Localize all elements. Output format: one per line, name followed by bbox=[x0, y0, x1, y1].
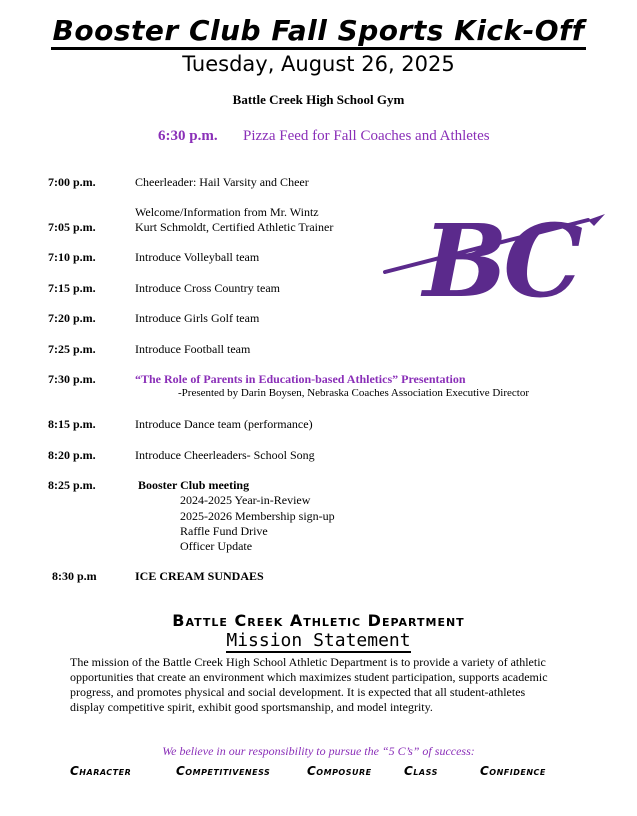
schedule-time: 7:10 p.m. bbox=[48, 250, 96, 264]
pizza-desc: Pizza Feed for Fall Coaches and Athletes bbox=[243, 128, 490, 144]
logo-arrow-head bbox=[588, 214, 605, 226]
schedule-time: 7:15 p.m. bbox=[48, 281, 96, 295]
department-name: Battle Creek Athletic Department bbox=[172, 611, 465, 630]
c-class: Class bbox=[404, 764, 438, 778]
meeting-item: 2024-2025 Year-in-Review bbox=[180, 493, 311, 507]
event-venue: Battle Creek High School Gym bbox=[232, 92, 405, 107]
schedule-event: Kurt Schmoldt, Certified Athletic Trainer bbox=[135, 220, 334, 234]
c-character: Character bbox=[70, 764, 132, 778]
meeting-item: 2025-2026 Membership sign-up bbox=[180, 509, 335, 523]
bc-logo bbox=[383, 196, 613, 314]
schedule-time: 7:20 p.m. bbox=[48, 311, 96, 325]
c-composure: Composure bbox=[307, 764, 372, 778]
schedule-event: Introduce Cross Country team bbox=[135, 281, 280, 295]
mission-statement: The mission of the Battle Creek High School Athletic Department is to provide a variety of athletic opportunities that create an environment which maximizes student participation, supports academic progress, and promotes physical and social development. It is expected that all student-athletes display competitive spirit, exhibit good sportsmanship, and model integrity. bbox=[70, 655, 548, 714]
presenter-line: -Presented by Darin Boysen, Nebraska Coaches Association Executive Director bbox=[178, 387, 529, 399]
schedule-event: Booster Club meeting bbox=[138, 478, 250, 492]
schedule-time: 7:00 p.m. bbox=[48, 175, 96, 189]
schedule-event: Welcome/Information from Mr. Wintz bbox=[135, 205, 319, 219]
schedule-event: Introduce Cheerleaders- School Song bbox=[135, 448, 315, 462]
belief-line: We believe in our responsibility to pursue the “5 C’s” of success: bbox=[162, 744, 475, 758]
schedule-time: 7:25 p.m. bbox=[48, 342, 96, 356]
c-competitiveness: Competitiveness bbox=[176, 764, 271, 778]
logo-text: BC bbox=[423, 202, 577, 314]
schedule-event: Introduce Volleyball team bbox=[135, 250, 260, 264]
schedule-event: ICE CREAM SUNDAES bbox=[135, 569, 264, 583]
schedule-time: 7:05 p.m. bbox=[48, 220, 96, 234]
schedule-time: 8:30 p.m bbox=[52, 569, 97, 583]
schedule-time: 8:20 p.m. bbox=[48, 448, 96, 462]
meeting-item: Raffle Fund Drive bbox=[180, 524, 268, 538]
schedule-event: Introduce Dance team (performance) bbox=[135, 417, 313, 431]
schedule-time: 8:15 p.m. bbox=[48, 417, 96, 431]
c-confidence: Confidence bbox=[480, 764, 546, 778]
pizza-time: 6:30 p.m. bbox=[158, 128, 218, 144]
schedule-time: 8:25 p.m. bbox=[48, 478, 96, 492]
schedule-event: Introduce Girls Golf team bbox=[135, 311, 260, 325]
mission-heading: Mission Statement bbox=[226, 630, 411, 651]
event-date: Tuesday, August 26, 2025 bbox=[182, 52, 455, 76]
schedule-event: Cheerleader: Hail Varsity and Cheer bbox=[135, 175, 309, 189]
schedule-event: “The Role of Parents in Education-based Athletics” Presentation bbox=[135, 372, 466, 386]
meeting-item: Officer Update bbox=[180, 539, 253, 553]
schedule-time: 7:30 p.m. bbox=[48, 372, 96, 386]
schedule-event: Introduce Football team bbox=[135, 342, 251, 356]
page-title: Booster Club Fall Sports Kick-Off bbox=[0, 14, 637, 48]
